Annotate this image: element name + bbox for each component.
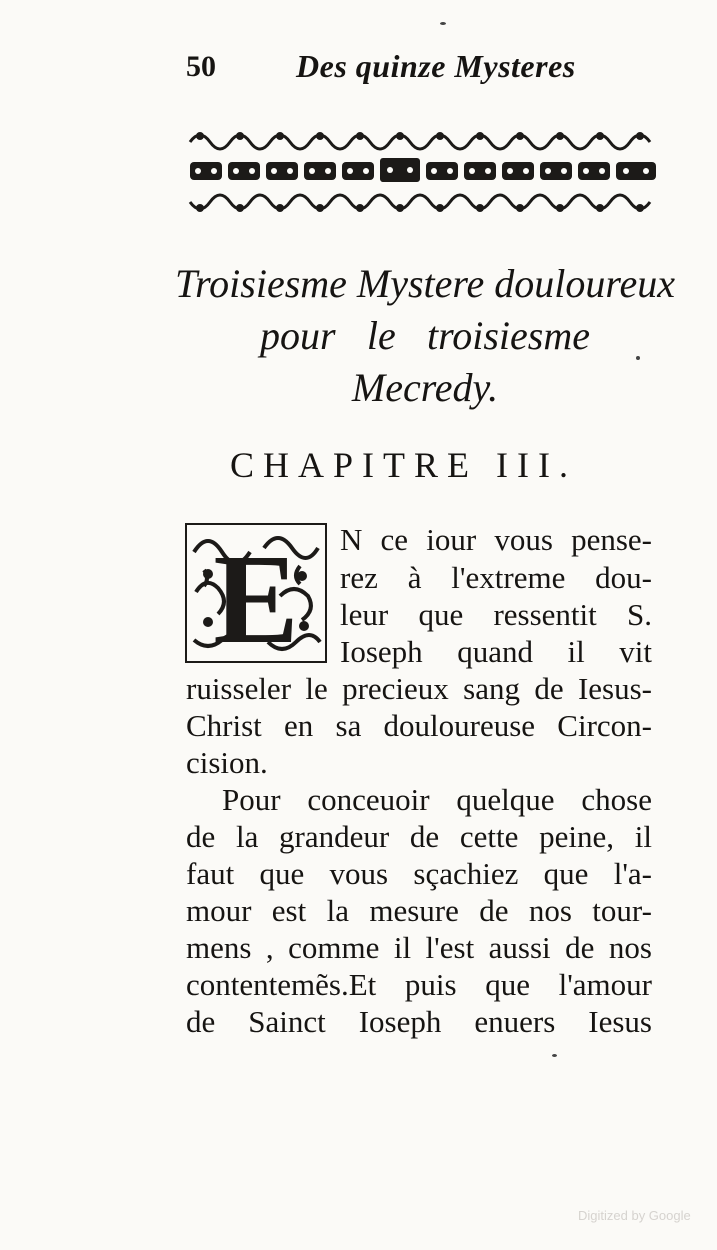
word: Christ	[186, 708, 262, 743]
word: sang	[463, 671, 520, 706]
word: que	[543, 856, 589, 891]
text-line	[340, 560, 652, 596]
word: contentemẽs.Et	[186, 967, 377, 1002]
word: ruisseler	[186, 671, 292, 706]
word: precieux	[342, 671, 449, 706]
word: Ioseph	[340, 634, 423, 669]
text-line	[340, 597, 652, 633]
word: chose	[581, 782, 652, 817]
word: le	[305, 671, 328, 706]
word: ,	[265, 930, 274, 965]
chapter-title-line: Troisiesme Mystere douloureux	[175, 261, 675, 306]
word: Circon-	[557, 708, 652, 743]
word: que	[259, 856, 305, 891]
text-line	[340, 522, 652, 558]
word: de	[479, 893, 509, 928]
word: pense-	[571, 522, 652, 557]
word: la	[235, 819, 259, 854]
word: que	[418, 597, 464, 632]
chapter-title-word: pour	[260, 313, 336, 358]
ink-speck	[552, 1054, 557, 1057]
chapter-title-word: le	[366, 313, 396, 358]
word: iour	[426, 522, 477, 557]
word: Iesus	[588, 1004, 652, 1039]
ink-speck	[636, 356, 640, 360]
ink-speck	[440, 22, 446, 25]
text-line	[186, 893, 652, 929]
digitizer-watermark: Digitized by Google	[578, 1208, 691, 1223]
word: mour	[186, 893, 252, 928]
page-number: 50	[186, 50, 216, 83]
drop-cap-letter: E	[213, 528, 299, 664]
chapter-title-line: Mecredy.	[351, 365, 499, 410]
printer-ornament-band	[186, 124, 662, 220]
word: peine,	[539, 819, 614, 854]
word: S.	[626, 597, 652, 632]
word: est	[271, 893, 307, 928]
word: en	[284, 708, 314, 743]
chapter-title-line	[260, 310, 590, 362]
word: ressentit	[493, 597, 597, 632]
word: il	[393, 930, 412, 965]
word: vous	[494, 522, 553, 557]
word: leur	[340, 597, 389, 632]
word: N	[340, 522, 363, 557]
word: Pour	[222, 782, 281, 817]
word: cette	[459, 819, 519, 854]
word: l'est	[425, 930, 475, 965]
word: de	[534, 671, 564, 706]
text-line	[186, 967, 652, 1003]
word: quand	[457, 634, 533, 669]
word: que	[485, 967, 530, 1002]
word: de	[186, 819, 216, 854]
running-title: Des quinze Mysteres	[296, 48, 576, 84]
word: il	[567, 634, 585, 669]
word: Ioseph	[358, 1004, 442, 1039]
text-line	[186, 708, 652, 744]
text-line	[186, 671, 652, 707]
chapter-title-word: troisiesme	[427, 313, 590, 358]
word: dou-	[595, 560, 652, 595]
word: à	[407, 560, 422, 595]
word: douloureuse	[383, 708, 536, 743]
word: nos	[608, 930, 652, 965]
word: grandeur	[279, 819, 390, 854]
word: de	[186, 1004, 216, 1039]
word: puis	[404, 967, 457, 1002]
text-line	[186, 819, 652, 855]
word: enuers	[474, 1004, 556, 1039]
word: mens	[186, 930, 252, 965]
word: de	[565, 930, 595, 965]
word: vous	[329, 856, 389, 891]
word: aussi	[488, 930, 551, 965]
word: vit	[619, 634, 652, 669]
word: nos	[528, 893, 572, 928]
text-line	[186, 1004, 652, 1040]
word: sçachiez	[413, 856, 519, 891]
chapter-title	[160, 258, 690, 414]
word: mesure	[369, 893, 459, 928]
word: ce	[380, 522, 409, 557]
word: quelque	[456, 782, 555, 817]
word: la	[326, 893, 349, 928]
word: cision.	[186, 745, 268, 780]
word: rez	[340, 560, 378, 595]
running-head	[186, 46, 586, 90]
word: tour-	[592, 893, 652, 928]
word: conceuoir	[307, 782, 430, 817]
word: Iesus-	[577, 671, 652, 706]
word: il	[634, 819, 652, 854]
word: Sainct	[248, 1004, 326, 1039]
text-line	[186, 745, 652, 781]
word: sa	[335, 708, 362, 743]
word: de	[409, 819, 440, 854]
word: faut	[186, 856, 235, 891]
text-line	[222, 782, 652, 818]
word: comme	[288, 930, 380, 965]
decorated-initial	[184, 522, 328, 664]
text-line	[186, 856, 652, 892]
word: l'extreme	[451, 560, 566, 595]
chapter-heading: CHAPITRE III.	[230, 445, 577, 485]
text-line	[340, 634, 652, 670]
text-line	[186, 930, 652, 966]
word: l'amour	[558, 967, 652, 1002]
word: l'a-	[613, 856, 652, 891]
